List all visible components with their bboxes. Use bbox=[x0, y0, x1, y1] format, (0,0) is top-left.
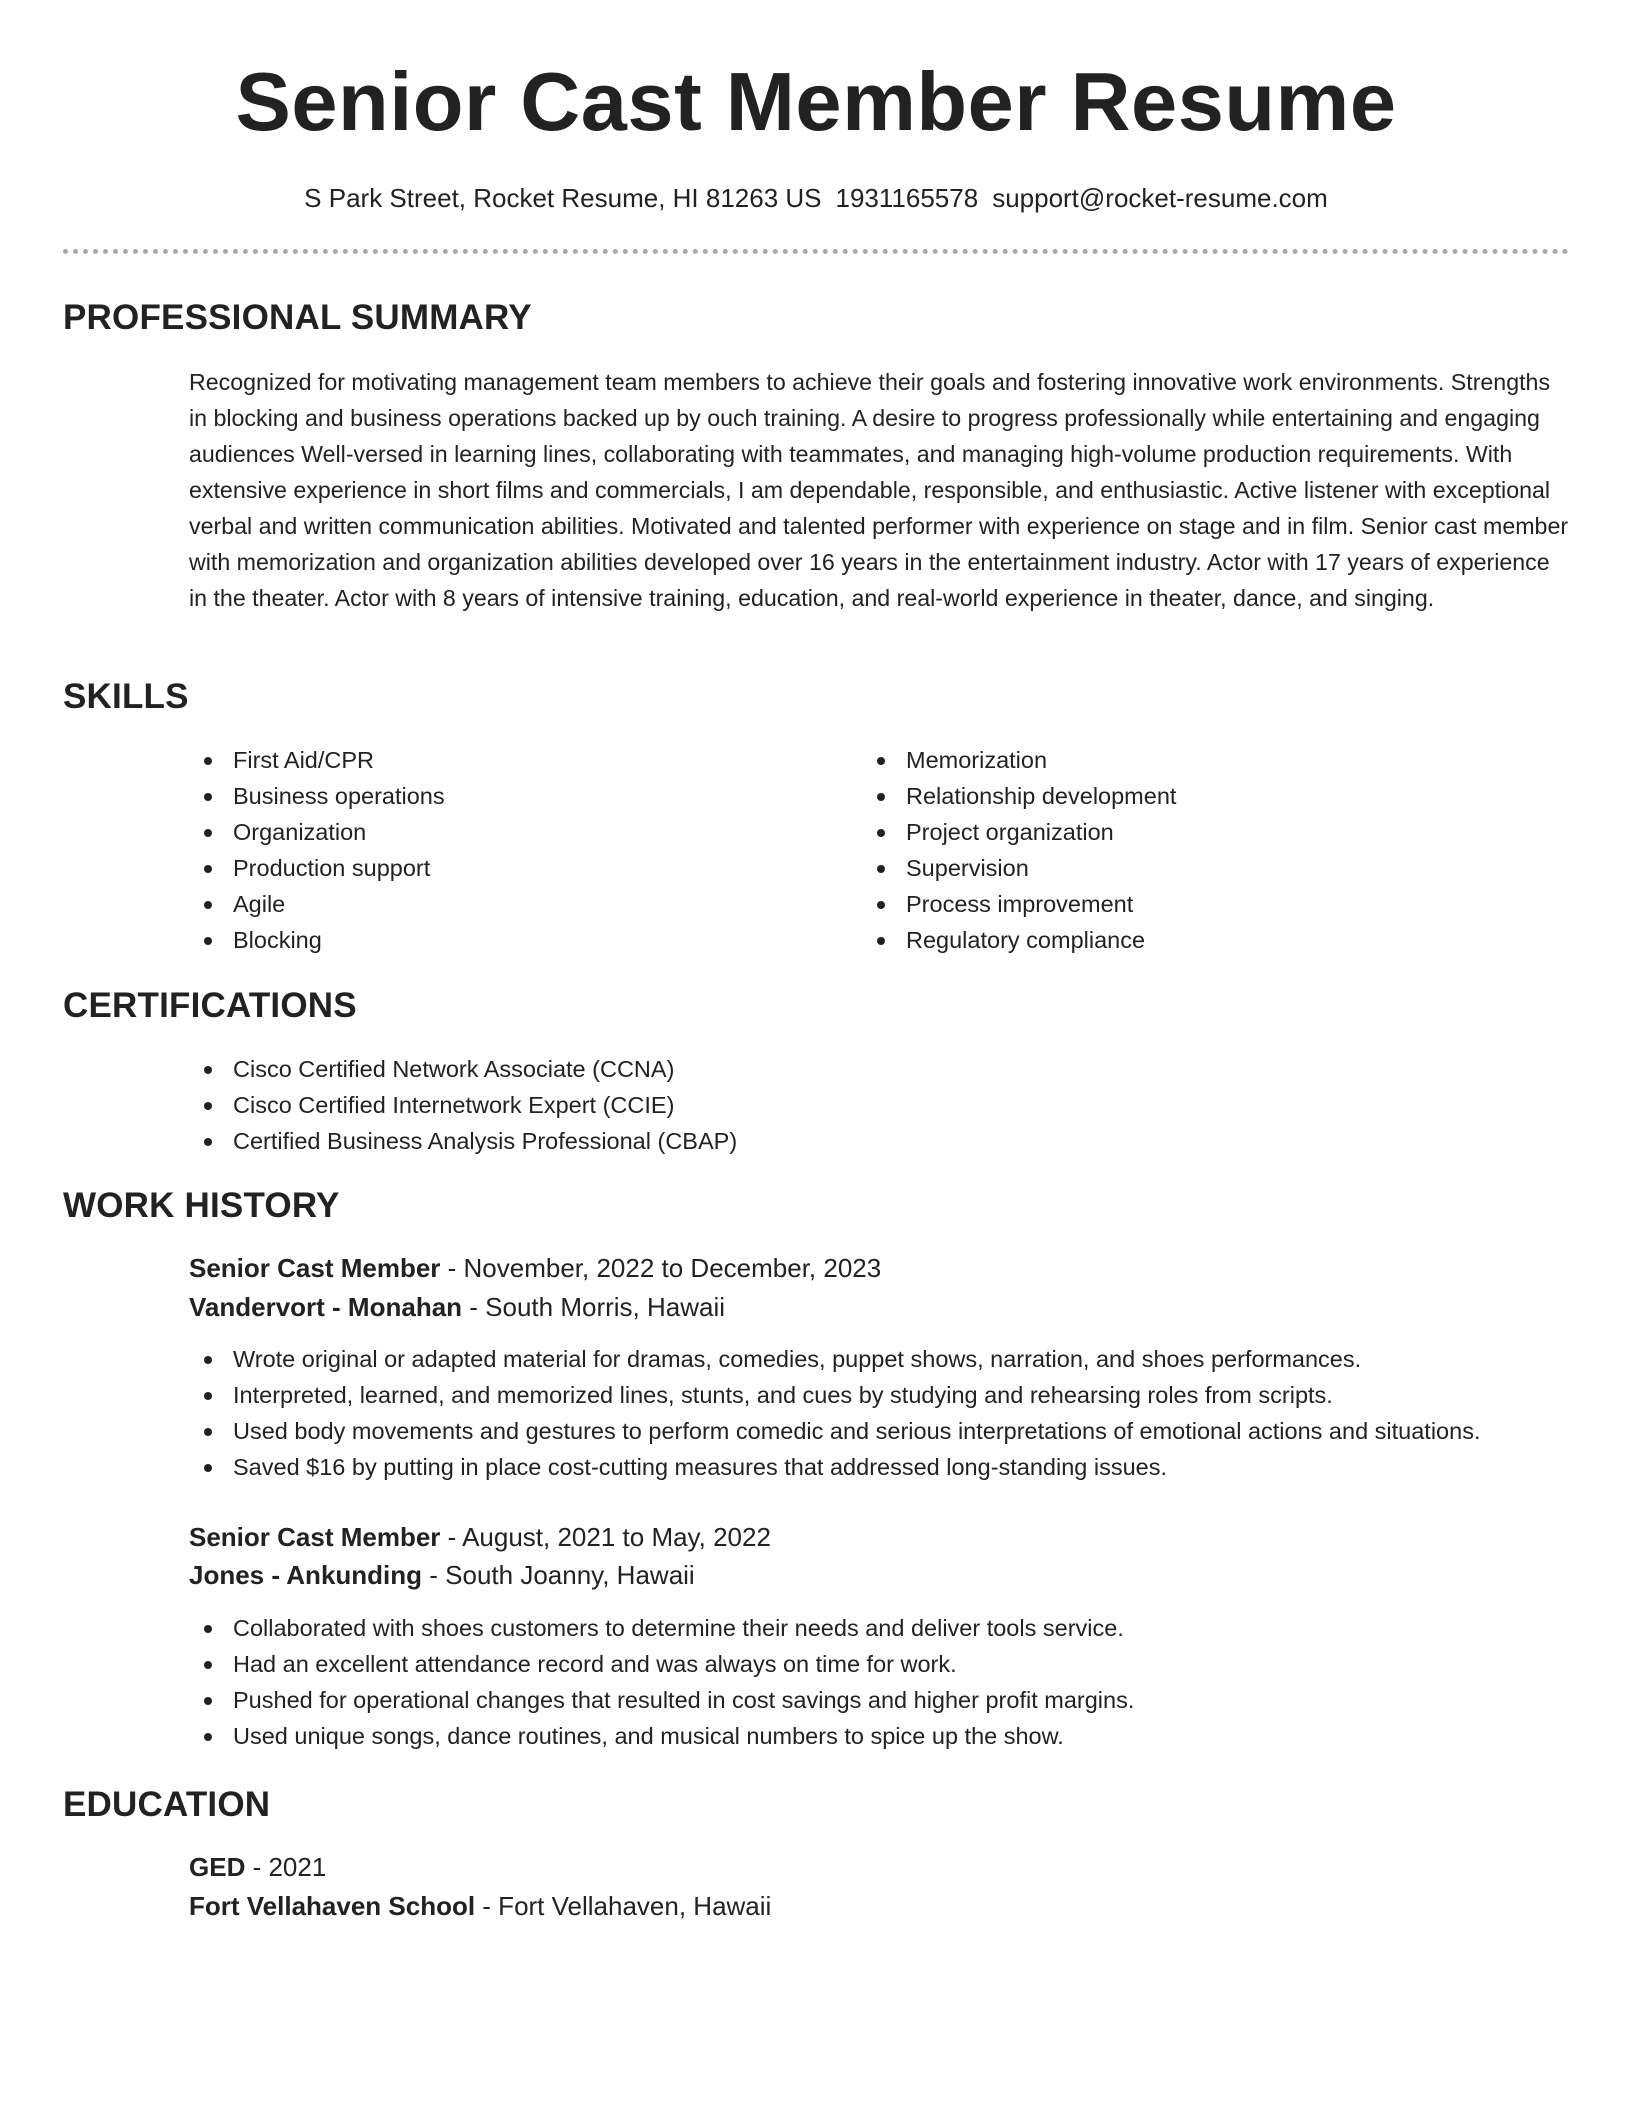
contact-line bbox=[0, 180, 1632, 216]
job-bullet: Pushed for operational changes that resulted in cost savings and higher profit margins. bbox=[189, 1682, 1134, 1718]
summary-heading: PROFESSIONAL SUMMARY bbox=[63, 298, 532, 337]
certifications-list bbox=[189, 1051, 737, 1159]
job-bullet: Saved $16 by putting in place cost-cutting measures that addressed long-standing issues. bbox=[189, 1449, 1480, 1485]
job-bullet: Wrote original or adapted material for dramas, comedies, puppet shows, narration, and shoes performances. bbox=[189, 1341, 1480, 1377]
resume-title: Senior Cast Member Resume bbox=[235, 55, 1397, 148]
job-company-line bbox=[189, 1557, 695, 1593]
header-divider bbox=[63, 249, 1569, 254]
job-title: Senior Cast Member bbox=[189, 1522, 441, 1552]
skill-item: First Aid/CPR bbox=[189, 742, 445, 778]
job-title-line bbox=[189, 1250, 881, 1286]
education-school: Fort Vellahaven School bbox=[189, 1891, 476, 1921]
contact-email: support@rocket-resume.com bbox=[992, 183, 1328, 213]
job-bullet: Interpreted, learned, and memorized lines, stunts, and cues by studying and rehearsing roles from scripts. bbox=[189, 1377, 1480, 1413]
skills-list-right bbox=[862, 742, 1176, 958]
job-bullet: Had an excellent attendance record and was always on time for work. bbox=[189, 1646, 1134, 1682]
job-location: - South Joanny, Hawaii bbox=[422, 1560, 695, 1590]
job-company-line bbox=[189, 1289, 725, 1325]
skill-item: Business operations bbox=[189, 778, 445, 814]
summary-text: Recognized for motivating management team members to achieve their goals and fostering innovative work environments. Strengths in blocking and business operations backed up by ouch training. A desire to progress professionally while entertaining and engaging audiences Well-versed in learning lines, collaborating with teammates, and managing high-volume production requirements. With extensive experience in short films and commercials, I am dependable, responsible, and enthusiastic. Active listener with exceptional verbal and written communication abilities. Motivated and talented performer with experience on stage and in film. Senior cast member with memorization and organization abilities developed over 16 years in the entertainment industry. Actor with 17 years of experience in the theater. Actor with 8 years of intensive training, education, and real-world experience in theater, dance, and singing. bbox=[189, 369, 1569, 611]
skill-item: Production support bbox=[189, 850, 445, 886]
skill-item: Organization bbox=[189, 814, 445, 850]
skills-list-left bbox=[189, 742, 445, 958]
contact-phone: 1931165578 bbox=[835, 183, 979, 213]
education-location: - Fort Vellahaven, Hawaii bbox=[475, 1891, 772, 1921]
skill-item: Project organization bbox=[862, 814, 1176, 850]
job-title: Senior Cast Member bbox=[189, 1253, 441, 1283]
job-company: Vandervort - Monahan bbox=[189, 1292, 463, 1322]
skill-item: Blocking bbox=[189, 922, 445, 958]
education-degree: GED bbox=[189, 1852, 246, 1882]
certification-item: Cisco Certified Network Associate (CCNA) bbox=[189, 1051, 737, 1087]
work-history-heading: WORK HISTORY bbox=[63, 1186, 340, 1225]
skill-item: Supervision bbox=[862, 850, 1176, 886]
job-dates: - August, 2021 to May, 2022 bbox=[440, 1522, 771, 1552]
job-bullets bbox=[189, 1610, 1134, 1754]
skill-item: Memorization bbox=[862, 742, 1176, 778]
contact-address: S Park Street, Rocket Resume, HI 81263 US bbox=[304, 183, 822, 213]
skill-item: Relationship development bbox=[862, 778, 1176, 814]
education-year: - 2021 bbox=[245, 1852, 327, 1882]
skill-item: Process improvement bbox=[862, 886, 1176, 922]
certifications-heading: CERTIFICATIONS bbox=[63, 986, 357, 1025]
education-heading: EDUCATION bbox=[63, 1785, 271, 1824]
job-dates: - November, 2022 to December, 2023 bbox=[440, 1253, 882, 1283]
certification-item: Certified Business Analysis Professional (CBAP) bbox=[189, 1123, 737, 1159]
job-bullet: Used body movements and gestures to perform comedic and serious interpretations of emotional actions and situations. bbox=[189, 1413, 1480, 1449]
job-location: - South Morris, Hawaii bbox=[462, 1292, 726, 1322]
education-school-line bbox=[189, 1888, 771, 1924]
job-bullets bbox=[189, 1341, 1480, 1485]
skill-item: Agile bbox=[189, 886, 445, 922]
job-bullet: Used unique songs, dance routines, and musical numbers to spice up the show. bbox=[189, 1718, 1134, 1754]
certification-item: Cisco Certified Internetwork Expert (CCIE) bbox=[189, 1087, 737, 1123]
skill-item: Regulatory compliance bbox=[862, 922, 1176, 958]
skills-heading: SKILLS bbox=[63, 677, 189, 716]
job-bullet: Collaborated with shoes customers to determine their needs and deliver tools service. bbox=[189, 1610, 1134, 1646]
job-company: Jones - Ankunding bbox=[189, 1560, 423, 1590]
education-degree-line bbox=[189, 1849, 326, 1885]
job-title-line bbox=[189, 1519, 771, 1555]
